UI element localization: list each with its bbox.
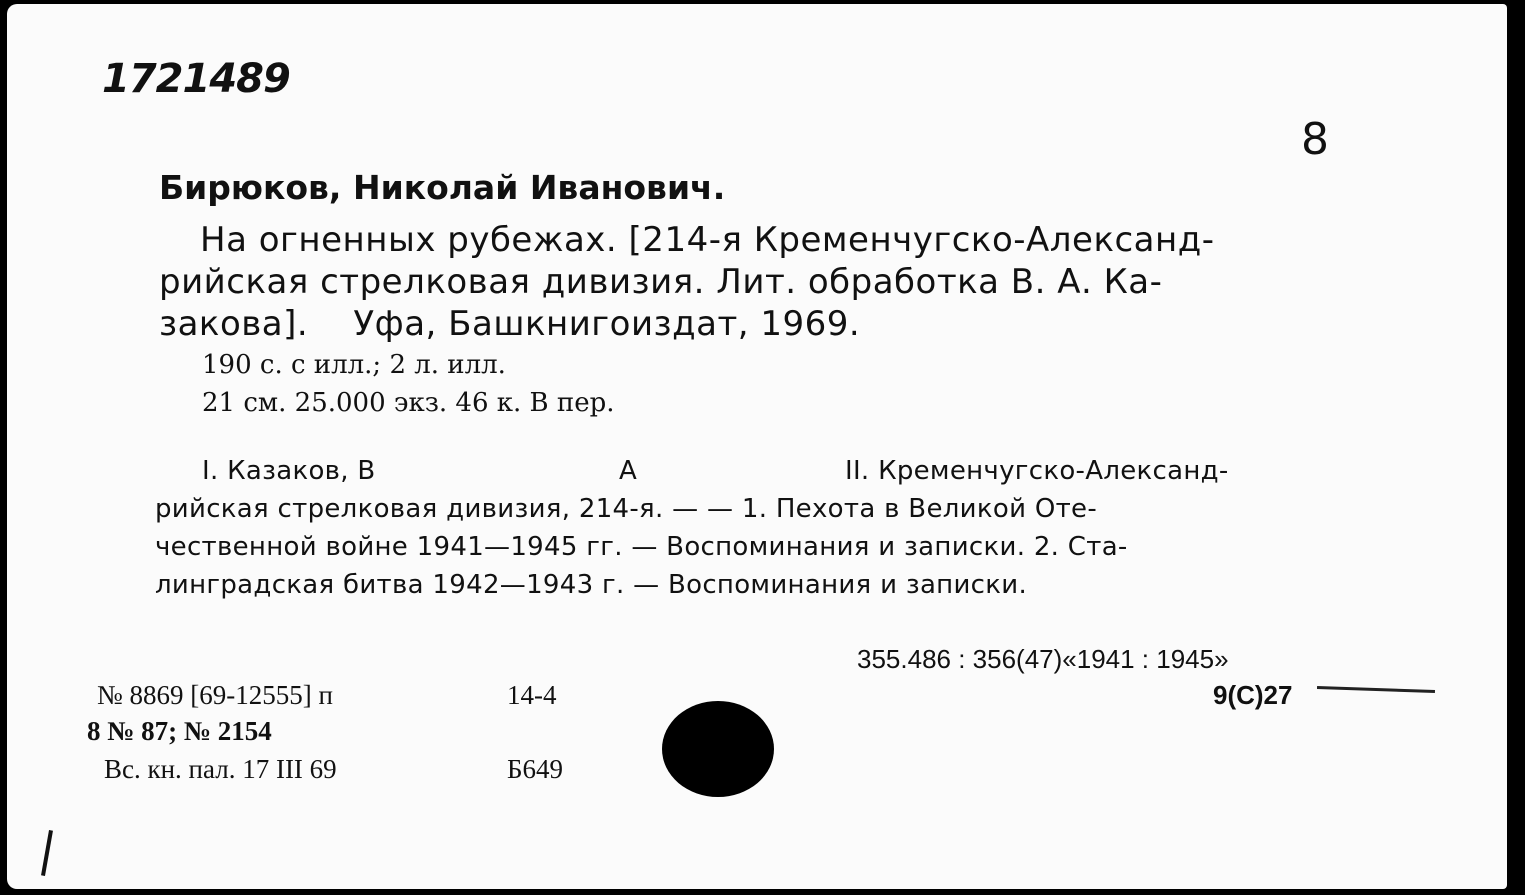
notes-line-2: чественной войне 1941—1945 гг. — Воспоминания и записки. 2. Ста-	[155, 532, 1128, 562]
udc-code: 355.486 : 356(47)«1941 : 1945»	[857, 644, 1229, 674]
record-code-b: Б649	[507, 754, 564, 784]
title-line-1: На огненных рубежах. [214-я Кременчугско-Александ-	[200, 220, 1215, 260]
notes-line-1: рийская стрелковая дивизия, 214-я. — — 1. Пехота в Великой Оте-	[155, 494, 1098, 524]
collation-line-2: 21 см. 25.000 экз. 46 к. В пер.	[202, 388, 615, 418]
bbk-code: 9(С)27	[1213, 680, 1293, 710]
bbk-underline	[1317, 686, 1435, 693]
record-chamber-date: Вс. кн. пал. 17 III 69	[104, 754, 337, 784]
record-code-right: 14-4	[507, 680, 557, 710]
author-heading: Бирюков, Николай Иванович.	[159, 168, 726, 207]
title-line-2: рийская стрелковая дивизия. Лит. обработка В. А. Ка-	[159, 262, 1163, 302]
notes-entry-a: А	[619, 456, 638, 486]
card-punch-hole	[662, 701, 774, 797]
record-number: № 8869 [69-12555] п	[97, 680, 333, 710]
card-number: 8	[1301, 114, 1329, 165]
notes-entry-ii: II. Кременчугско-Александ-	[845, 456, 1229, 486]
title-line-3: закова]. Уфа, Башкнигоиздат, 1969.	[159, 304, 861, 344]
notes-line-3: линградская битва 1942—1943 г. — Воспоминания и записки.	[155, 570, 1028, 600]
notes-entry-i: I. Казаков, В	[202, 456, 376, 486]
record-line-2: 8 № 87; № 2154	[87, 716, 272, 746]
handwritten-catalog-id: 1721489	[102, 56, 290, 102]
collation-line-1: 190 с. с илл.; 2 л. илл.	[202, 350, 506, 380]
pen-stroke-mark	[41, 830, 53, 876]
catalog-card	[7, 4, 1507, 889]
